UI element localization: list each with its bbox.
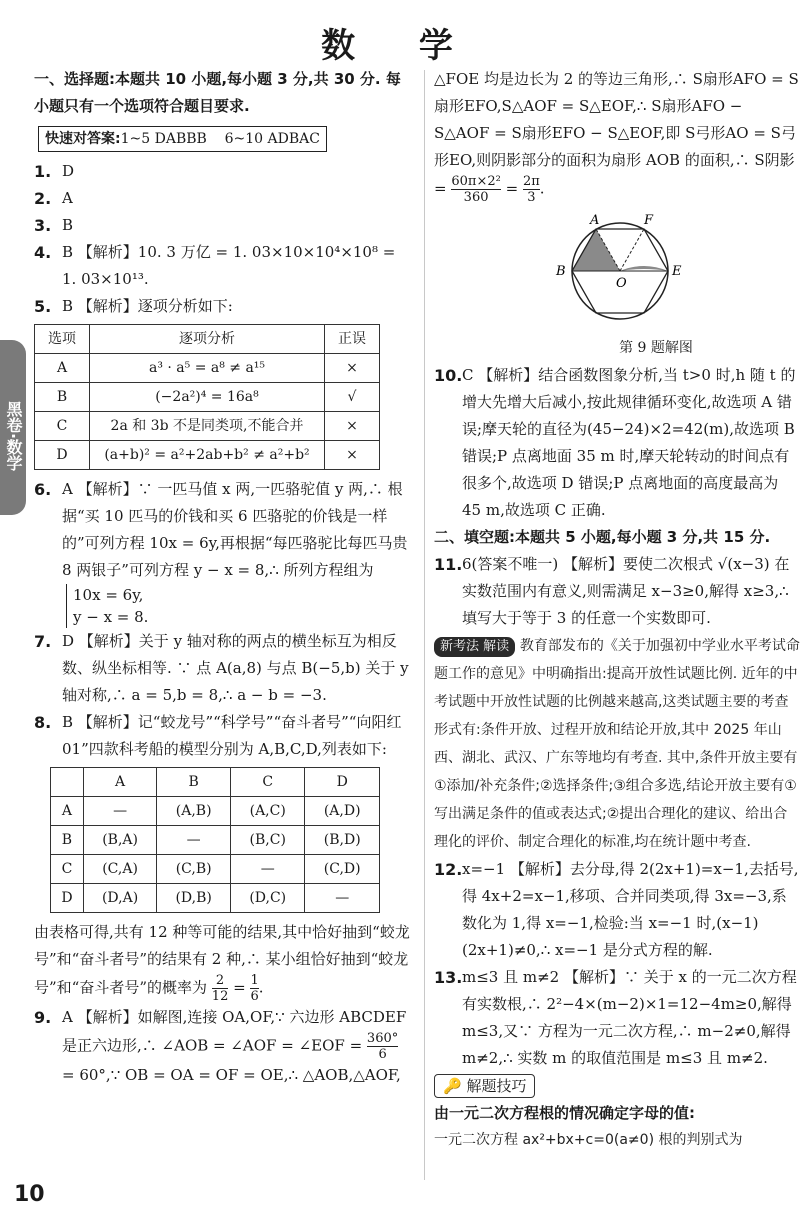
point-label: F (644, 213, 654, 228)
table-header-row: A B C D (51, 768, 380, 797)
point-label: B (556, 264, 566, 279)
table-row: D (D,A) (D,B) (D,C) — (51, 884, 380, 913)
question-3: 3. B (34, 216, 74, 235)
page-number: 10 (14, 1182, 45, 1207)
tip-text: 一元二次方程 ax²+bx+c=0(a≠0) 根的判别式为 (434, 1132, 743, 1148)
quick-answer-6-10: 6~10 ADBAC (224, 131, 320, 147)
question-5: 5. B 【解析】逐项分析如下: (34, 297, 233, 316)
question-4: 4. B 【解析】10. 3 万亿 = 1. 03×10×10⁴×10⁸ = 1. 03×10¹³. (34, 243, 396, 288)
new-method-note: 新考法 解读 教育部发布的《关于加强初中学业水平考试命题工作的意见》中明确指出:提高开放性试题比例. 近年的中考试题中开放性试题的比例越来越高,这类试题主要的考查形式有:条件开放、过程开放和结论开放,其中 2025 年山西、湖北、武汉、广东等地均有考查. 其中,条件开放主要有①添加/补充条件;②选择条件;③组合多选,结论开放主要有①写出满足条件的值或表达式;②提出合理化的建议、给出合理化的评价、制定合理化的标准,均在统计题中考查. (434, 638, 800, 850)
question-12: 12. x=−1 【解析】去分母,得 2(2x+1)=x−1,去括号,得 4x+2=x−1,移项、合并同类项,得 3x=−3,系数化为 1,得 x=−1,检验:当 x=−1 时,(x−1)(2x+1)≠0,∴ x=−1 是分式方程的解. (434, 860, 799, 959)
fraction: $\frac{360^\circ}{6}$ (366, 1031, 399, 1062)
fraction: $\frac{1}{6}$ (250, 973, 259, 1004)
key-icon: 🔑 (443, 1077, 462, 1095)
analysis-table (34, 324, 380, 470)
question-10: 10. C 【解析】结合函数图象分析,当 t>0 时,h 随 t 的增大先增大后减小,按此规律循环变化,故选项 A 错误;摩天轮的直径为(45−24)×2=42(m),故选项 B 错误;P 点离地面 35 m 时,摩天轮转动的时间点有很多个,故选项 D 错误;P 点离地面的高度最高为 45 m,故选项 C 正确. (434, 366, 796, 519)
question-8-conclusion: 由表格可得,共有 12 种等可能的结果,其中恰好抽到“蛟龙号”和“奋斗者号”的结果有 2 种,∴ 某小组恰好抽到“蛟龙号”和“奋斗者号”的概率为 $\frac{2}{12}$ = $\frac{1}{6}$ . (34, 923, 410, 1004)
point-label: O (616, 276, 627, 291)
table-row: B (B,A) — (B,C) (B,D) (51, 826, 380, 855)
right-column (434, 66, 800, 1154)
table-row: A — (A,B) (A,C) (A,D) (51, 797, 380, 826)
question-9-continued: △FOE 均是边长为 2 的等边三角形,∴ S扇形AFO = S扇形EFO,S△AOF = S△EOF,∴ S扇形AFO − S△AOF = S扇形EFO − S△EOF,即 S弓形AO = S弓形EO,则阴影部分的面积为扇形 AOB 的面积,∴ S阴影 = $\frac{\text{60π×2²}}{360}$ = $\frac{2\pi}{3}$ . (434, 70, 799, 205)
column-divider (424, 70, 425, 1180)
question-1: 1. D (34, 162, 75, 181)
shaded-segment (620, 266, 668, 271)
question-8: 8. B 【解析】记“蛟龙号”“科学号”“奋斗者号”“向阳红 01”四款科考船的模型分别为 A,B,C,D,列表如下: (34, 713, 402, 758)
new-method-badge: 新考法 解读 (434, 637, 515, 657)
hexagon-diagram (552, 211, 692, 326)
quick-answer-label: 快速对答案: (45, 131, 121, 147)
question-9: 9. A 【解析】如解图,连接 OA,OF,∵ 六边形 ABCDEF 是正六边形,∴ ∠AOB = ∠AOF = ∠EOF = $\frac{360^\circ}{6}$ = 60°,∵ OB = OA = OF = OE,∴ △AOB,△AOF, (34, 1008, 407, 1084)
fraction: $\frac{2}{12}$ (211, 973, 229, 1004)
outcome-table (50, 767, 380, 913)
table-row: C (C,A) (C,B) — (C,D) (51, 855, 380, 884)
tip-badge: 🔑 解题技巧 (434, 1074, 535, 1098)
side-tab: 黑卷·数学 (0, 340, 26, 515)
section-choice-heading: 一、选择题:本题共 10 小题,每小题 3 分,共 30 分. 每小题只有一个选项符合题目要求. (34, 70, 401, 115)
shaded-region (572, 229, 620, 271)
table-header-row: 选项 逐项分析 正误 (35, 325, 380, 354)
table-row: D (a+b)² = a²+2ab+b² ≠ a²+b² × (35, 441, 380, 470)
tip-title: 由一元二次方程根的情况确定字母的值: (434, 1104, 696, 1122)
hexagon-figure (552, 211, 800, 362)
left-column (34, 66, 412, 1089)
section-fill-heading: 二、填空题:本题共 5 小题,每小题 3 分,共 15 分. (434, 528, 771, 546)
page-title: 数 学 (321, 26, 479, 66)
figure-caption: 第 9 题解图 (619, 340, 693, 356)
question-6: 6. A 【解析】∵ 一匹马值 x 两,一匹骆驼值 y 两,∴ 根据“买 10 匹马的价钱和买 6 匹骆驼的价钱是一样的”可列方程 10x = 6y,再根据“每匹骆驼比每匹马贵 8 两银子”可列方程 y − x = 8,∴ 所列方程组为 10x = 6y, y − x = 8. (34, 480, 408, 626)
point-label: E (672, 264, 682, 279)
question-13: 13. m≤3 且 m≠2 【解析】∵ 关于 x 的一元二次方程有实数根,∴ 2²−4×(m−2)×1=12−4m≥0,解得 m≤3,又∵ 方程为一元二次方程,∴ m−2≠0,解得 m≠2,∴ 实数 m 的取值范围是 m≤3 且 m≠2. (434, 968, 797, 1067)
quick-answer-box (38, 126, 327, 152)
quick-answer-1-5: 1~5 DABBB (120, 131, 207, 147)
question-11: 11. 6(答案不唯一) 【解析】要使二次根式 √(x−3) 在实数范围内有意义,则需满足 x−3≥0,解得 x≥3,∴ 填写大于等于 3 的任意一个实数即可. (434, 555, 790, 627)
question-2: 2. A (34, 189, 73, 208)
table-row: B (−2a²)⁴ = 16a⁸ √ (35, 383, 380, 412)
point-label: A (590, 213, 600, 228)
question-7: 7. D 【解析】关于 y 轴对称的两点的横坐标互为相反数、纵坐标相等. ∵ 点 A(a,8) 与点 B(−5,b) 关于 y 轴对称,∴ a = 5,b = 8,∴ a − b = −3. (34, 632, 409, 704)
table-row: A a³ · a⁵ = a⁸ ≠ a¹⁵ × (35, 354, 380, 383)
fraction: $\frac{\text{60π×2²}}{360}$ (451, 174, 501, 205)
equation-system: 10x = 6y, y − x = 8. (66, 584, 148, 628)
fraction: $\frac{2\pi}{3}$ (522, 174, 540, 205)
table-row: C 2a 和 3b 不是同类项,不能合并 × (35, 412, 380, 441)
